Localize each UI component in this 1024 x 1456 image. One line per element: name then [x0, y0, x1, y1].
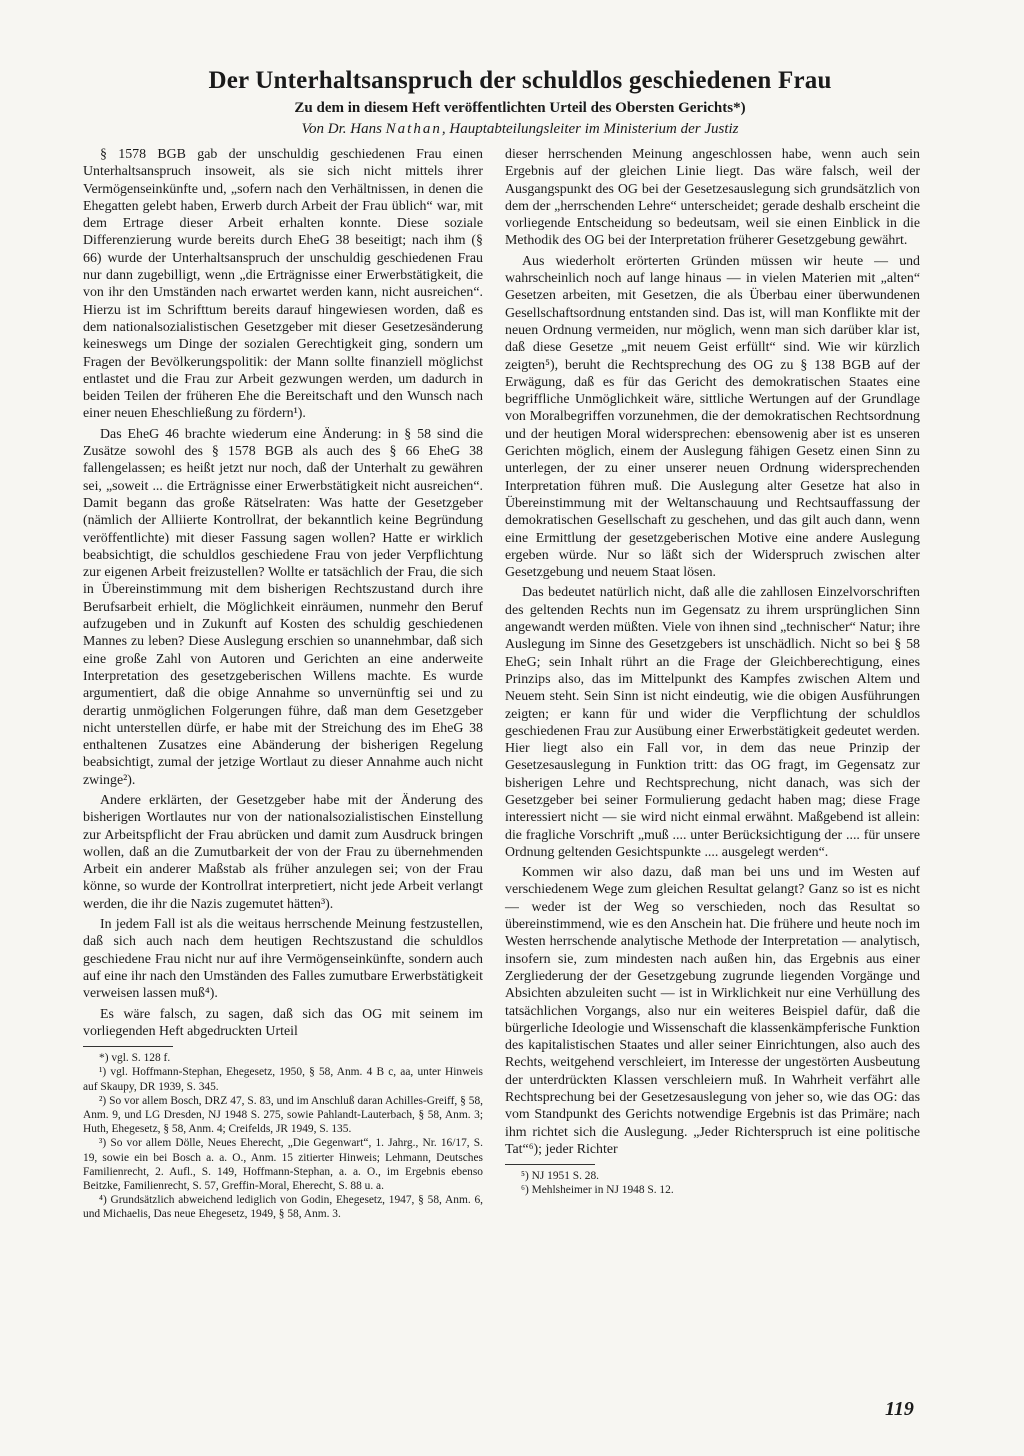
- paragraph: Andere erklärten, der Gesetzgeber habe mit der Änderung des bisherigen Wortlautes nur von der nationalsozialistischen Einstellung zur Arbeitspflicht der Frau abrücken und damit zum Ausdruck bringen wollen, daß an die Zumutbarkeit der von der Frau zu übernehmenden Arbeit ein anderer Maßstab als früher anzulegen sei; von der Frau könne, so wurde der Kontrollrat interpretiert, nicht jede Arbeit verlangt werden, die ihr die Nazis zugemutet hätten³).: [83, 792, 483, 912]
- author-name: Nathan: [385, 121, 442, 137]
- paragraph: Das bedeutet natürlich nicht, daß alle die zahllosen Einzelvorschriften des geltenden Rechts nun im Gegensatz zu ihrem ursprünglichen Sinn angewandt werden müßten. Viele von ihnen sind „technischer“ Natur; ihre Auslegung im Sinne des Gesetzgebers ist unschädlich. Nicht so bei § 58 EheG; sein Inhalt rührt an die Frage der Gleichberechtigung, eines Prinzips also, das im Mittelpunkt des Kampfes zwischen Altem und Neuem steht. Sein Sinn ist nicht eindeutig, wie die obigen Ausführungen zeigten; er kann für und wider die Verpflichtung der schuldlos geschiedenen Frau zur Ausübung einer Erwerbstätigkeit gedeutet werden. Hier liegt also ein Fall vor, in dem das neue Prinzip der Gesetzesauslegung in Funktion tritt: das OG fragt, im Gegensatz zur bisherigen Lehre und Rechtsprechung, nicht danach, was sich der Gesetzgeber bei seiner Formulierung gedacht haben mag; diese Frage interessiert nicht — sie wird nicht einmal erwähnt. Maßgebend ist allein: die fragliche Vorschrift „muß .... unter Berücksichtigung der .... für unsere Ordnung geltenden Gesichtspunkte .... ausgelegt werden“.: [505, 585, 920, 860]
- footnote: ⁶) Mehlsheimer in NJ 1948 S. 12.: [521, 1184, 674, 1197]
- footnote: *) vgl. S. 128 f.: [99, 1052, 171, 1065]
- author-line: [80, 119, 960, 139]
- paragraph: Aus wiederholt erörterten Gründen müssen wir heute — und wahrscheinlich noch auf lange hinaus — in vielen Materien mit „alten“ Gesetzen arbeiten, mit Gesetzen, die als Überbau einer überwundenen Gesellschaftsordnung entstanden sind. Das ist, will man Konflikte mit der neuen Ordnung vermeiden, nur möglich, wenn man sich darüber klar ist, daß diese Gesetze „mit neuem Geist erfüllt“ sind. Wie wir kürzlich zeigten⁵), beruht die Rechtsprechung des OG zu § 138 BGB auf der Erwägung, daß es für das Gericht des demokratischen Staates eine begriffliche Unmöglichkeit wäre, sittliche Wertungen auf der Grundlage von Moralbegriffen vorzunehmen, die der demokratischen Rechtsordnung und der heutigen Moral widersprechen: ebensowenig aber ist es unseren Gerichten möglich, einem der Auslegung fähigen Gesetz einen Sinn zu unterlegen, der zu einer unserer neuen Ordnung widersprechenden Interpretation führen muß. Die Auslegung alter Gesetze hat also in Übereinstimmung mit der Weltanschauung und Rechtsauffassung der demokratischen Gesellschaft zu geschehen, und das gilt auch dann, wenn eine Ermittlung der gesetzgeberischen Motive eine andere Auslegung ergeben würde. Nur so läßt sich der Widerspruch zwischen alter Gesetzgebung und neuem Staat lösen.: [505, 253, 920, 581]
- paragraph: dieser herrschenden Meinung angeschlossen habe, wenn auch sein Ergebnis auf der gleichen Linie liegt. Das wäre falsch, weil der Ausgangspunkt des OG bei der Gesetzesauslegung sich grundsätzlich von dem der „herrschenden Lehre“ unterscheidet; gerade deshalb erscheint die vorliegende Entscheidung so bedeutsam, weil sie einen Einblick in die Methodik des OG bei der Interpretation früherer Gesetzgebung gewährt.: [505, 147, 920, 249]
- author-prefix: Von Dr. Hans: [301, 121, 386, 137]
- footnotes-right: [505, 1169, 920, 1197]
- footnote-divider: [505, 1164, 595, 1165]
- paragraph: In jedem Fall ist als die weitaus herrschende Meinung festzustellen, daß sich auch nach dem heutigen Rechtszustand die schuldlos geschiedene Frau nicht nur auf ihre Vermögenseinkünfte, sondern auch auf eine ihr nach den Umständen des Falles zumutbare Erwerbstätigkeit verweisen lassen muß⁴).: [83, 917, 483, 1002]
- article-title: Der Unterhaltsanspruch der schuldlos geschiedenen Frau: [208, 67, 832, 94]
- left-column: [83, 146, 483, 1222]
- footnote: ³) So vor allem Dölle, Neues Eherecht, „Die Gegenwart“, 1. Jahrg., Nr. 16/17, S. 19, sowie ein bei Bosch a. a. O., Anm. 15 zitierter Hinweis; Lehmann, Deutsches Familienrecht, 2. Aufl., S. 149, Hoffmann-Stephan, a. a. O., im Ergebnis ebenso Beitzke, Familienrecht, S. 57, Greffin-Moral, Eherecht, S. 88 u. a.: [83, 1137, 483, 1192]
- footnote: ¹) vgl. Hoffmann-Stephan, Ehegesetz, 1950, § 58, Anm. 4 B c, aa, unter Hinweis auf Skaupy, DR 1939, S. 345.: [83, 1066, 483, 1093]
- paragraph: Kommen wir also dazu, daß man bei uns und im Westen auf verschiedenem Wege zum gleichen Resultat gelangt? Ganz so ist es nicht — weder ist der Weg so verschieden, noch das Resultat so übereinstimmend, wie es den Anschein hat. Die frühere und heute noch im Westen herrschende analytische Methode der Interpretation — analytisch, insofern sie, zum mindesten nach außen hin, das Ergebnis aus einer Zergliederung der der Gesetzgebung zugrunde liegenden Vorgänge und Absichten abzuleiten sucht — ist in Wirklichkeit nur eine Verhüllung des tatsächlichen Vorgangs, also nur ein weiteres Beispiel dafür, daß die bürgerliche Ideologie und Wissenschaft die klassenkämpferische Funktion des kapitalistischen Staates und aller seiner Einrichtungen, also auch des Rechts, weitgehend verschleiert, im Interesse der ungestörten Ausbeutung der unterdrückten Klassen verschleiern muß. In Wahrheit verfährt alle Rechtsprechung bei der Gesetzesauslegung von jeher so, wie das OG: das vom Standpunkt des Gerichts notwendige Ergebnis ist das Primäre; nach ihm richtet sich die Auslegung. „Jeder Richterspruch ist eine politische Tat“⁶); jeder Richter: [505, 865, 920, 1157]
- page-number: 119: [885, 1398, 914, 1420]
- article-header: [80, 66, 960, 139]
- paragraph: Es wäre falsch, zu sagen, daß sich das OG mit seinem im vorliegenden Heft abgedruckten Urteil: [83, 1006, 483, 1039]
- footnotes-left: [83, 1051, 483, 1221]
- footnote: ²) So vor allem Bosch, DRZ 47, S. 83, und im Anschluß daran Achilles-Greiff, § 58, Anm. 9, und LG Dresden, NJ 1948 S. 275, sowie Pahlandt-Lauterbach, § 58, Anm. 3; Huth, Ehegesetz, § 58, Anm. 4; Creifelds, JR 1949, S. 135.: [83, 1094, 483, 1136]
- paragraph: § 1578 BGB gab der unschuldig geschiedenen Frau einen Unterhaltsanspruch insoweit, als sie sich nicht mittels ihrer Vermögenseinkünfte und, „sofern nach den Verhältnissen, in denen die Ehegatten gelebt haben, Erwerb durch Arbeit der Frau üblich“ war, mit dem Ertrage dieser Arbeit erhalten konnte. Diese soziale Differenzierung wurde bereits durch EheG 38 beseitigt; nach ihm (§ 66) wurde der Unterhaltsanspruch der unschuldig geschiedenen Frau nur dann zugebilligt, wenn „die Erträgnisse einer Erwerbstätigkeit, die von ihr den Umständen nach erwartet werden kann, nicht ausreichen“. Hierzu ist im Schrifttum bereits darauf hingewiesen worden, daß es dem nationalsozialistischen Gesetzgeber mit dieser Gesetzesänderung keineswegs um Dinge der sozialen Gerechtigkeit ging, sondern um Fragen der Bevölkerungspolitik: der Mann sollte finanziell möglichst entlastet und die Frau zur Arbeit gezwungen werden, um dadurch in beiden Teilen der früheren Ehe die Bereitschaft und den Wunsch nach einer neuen Eheschließung zu fördern¹).: [83, 147, 483, 422]
- footnote: ⁴) Grundsätzlich abweichend lediglich von Godin, Ehegesetz, 1947, § 58, Anm. 6, und Michaelis, Das neue Ehegesetz, 1949, § 58, Anm. 3.: [83, 1194, 483, 1221]
- paragraph: Das EheG 46 brachte wiederum eine Änderung: in § 58 sind die Zusätze sowohl des § 1578 BGB als auch des § 66 EheG 38 fallengelassen; es heißt jetzt nur noch, daß der Unterhalt zu gewähren sei, „soweit ... die Erträgnisse einer Erwerbstätigkeit nicht ausreichen“. Damit begann das große Rätselraten: Was hatte der Gesetzgeber (nämlich der Alliierte Kontrollrat, der bekanntlich keine Begründung veröffentlichte) mit dieser Fassung sagen wollen? Hatte er wirklich beabsichtigt, die schuldlos geschiedene Frau von jeder Verpflichtung zur eigenen Arbeit freizustellen? Wollte er tatsächlich der Frau, die sich in Übereinstimmung mit dem bisherigen Rechtszustand durch ihre Berufsarbeit erhielt, die Möglichkeit einräumen, nunmehr den Beruf aufzugeben und in Zukunft auf Kosten des schuldig geschiedenen Mannes zu leben? Diese Auslegung erschien so unannehmbar, daß sich eine große Zahl von Autoren und Gerichten an eine anderweite Interpretation des gesetzgeberischen Willens machte. Es wurde argumentiert, daß die obige Annahme so unvernünftig sei und zu derartig unmöglichen Folgerungen führe, daß man dem Gesetzgeber nicht unterstellen dürfe, er habe mit der Streichung des im EheG 38 enthaltenen Zusatzes eine Abänderung der bisherigen Regelung beabsichtigt, zumal der jetzige Wortlaut zu dieser Annahme auch nicht zwinge²).: [83, 426, 483, 788]
- footnote: ⁵) NJ 1951 S. 28.: [521, 1170, 600, 1183]
- author-suffix: , Hauptabteilungsleiter im Ministerium der Justiz: [441, 121, 739, 137]
- right-column: [505, 146, 920, 1198]
- article-subtitle: Zu dem in diesem Heft veröffentlichten Urteil des Obersten Gerichts*): [294, 100, 746, 116]
- footnote-divider: [83, 1046, 173, 1047]
